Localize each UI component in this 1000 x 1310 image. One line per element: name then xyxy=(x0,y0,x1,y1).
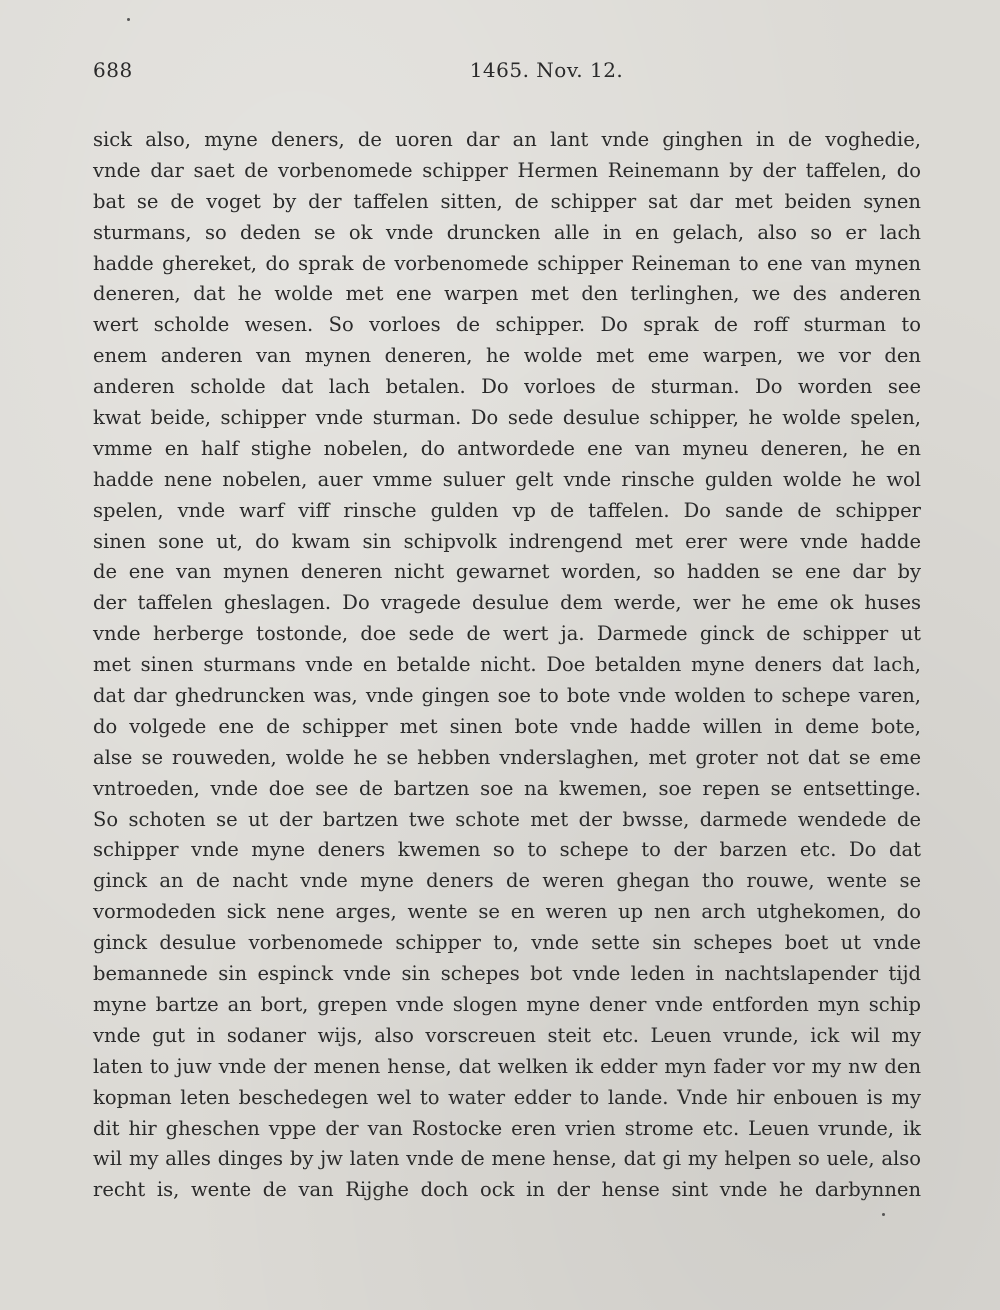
body-text xyxy=(93,125,921,1206)
text-line: deneren, dat he wolde met ene warpen met den terlinghen, we des anderen xyxy=(93,282,921,306)
text-line: vntroeden, vnde doe see de bartzen soe na kwemen, soe repen se entsettinge. xyxy=(93,776,921,800)
text-line: bemannede sin espinck vnde sin schepes bot vnde leden in nachtslapender tijd xyxy=(93,962,921,986)
text-line: recht is, wente de van Rijghe doch ock in der hense sint vnde he darbynnen xyxy=(93,1178,921,1202)
text-line: met sinen sturmans vnde en betalde nicht. Doe betalden myne deners dat lach, xyxy=(93,653,921,677)
text-line: hadde ghereket, do sprak de vorbenomede schipper Reineman to ene van mynen xyxy=(93,251,921,275)
text-line: anderen scholde dat lach betalen. Do vorloes de sturman. Do worden see xyxy=(93,375,921,399)
text-line: ginck an de nacht vnde myne deners de weren ghegan tho rouwe, wente se xyxy=(93,869,921,893)
text-line: vmme en half stighe nobelen, do antwordede ene van myneu deneren, he en xyxy=(93,436,921,460)
text-line: dit hir gheschen vppe der van Rostocke eren vrien strome etc. Leuen vrunde, ik xyxy=(93,1116,921,1140)
text-line: de ene van mynen deneren nicht gewarnet worden, so hadden se ene dar by xyxy=(93,560,921,584)
text-line: sturmans, so deden se ok vnde druncken alle in en gelach, also so er lach xyxy=(93,220,921,244)
text-line: myne bartze an bort, grepen vnde slogen myne dener vnde entforden myn schip xyxy=(93,992,921,1016)
text-line: hadde nene nobelen, auer vmme suluer gelt vnde rinsche gulden wolde he wol xyxy=(93,467,921,491)
paper-speck xyxy=(127,18,130,21)
paper-speck xyxy=(882,1213,885,1216)
running-head: 1465. Nov. 12. xyxy=(469,58,624,82)
text-line: spelen, vnde warf viff rinsche gulden vp de taffelen. Do sande de schipper xyxy=(93,498,921,522)
text-line: bat se de voget by der taffelen sitten, de schipper sat dar met beiden synen xyxy=(93,189,921,213)
text-line: sinen sone ut, do kwam sin schipvolk indrengend met erer were vnde hadde xyxy=(93,529,921,553)
text-line: kwat beide, schipper vnde sturman. Do sede desulue schipper, he wolde spelen, xyxy=(93,406,921,430)
text-line: So schoten se ut der bartzen twe schote met der bwsse, darmede wendede de xyxy=(93,807,921,831)
page-number: 688 xyxy=(93,58,133,82)
text-line: dat dar ghedruncken was, vnde gingen soe to bote vnde wolden to schepe varen, xyxy=(93,684,921,708)
text-line: ginck desulue vorbenomede schipper to, vnde sette sin schepes boet ut vnde xyxy=(93,931,921,955)
text-line: wert scholde wesen. So vorloes de schipper. Do sprak de roff sturman to xyxy=(93,313,921,337)
text-line: wil my alles dinges by jw laten vnde de mene hense, dat gi my helpen so uele, also xyxy=(93,1147,921,1171)
text-line: vnde herberge tostonde, doe sede de wert ja. Darmede ginck de schipper ut xyxy=(93,622,921,646)
text-line: der taffelen gheslagen. Do vragede desulue dem werde, wer he eme ok huses xyxy=(93,591,921,615)
text-line: schipper vnde myne deners kwemen so to schepe to der barzen etc. Do dat xyxy=(93,838,921,862)
text-line: vnde dar saet de vorbenomede schipper Hermen Reinemann by der taffelen, do xyxy=(93,158,921,182)
text-line: do volgede ene de schipper met sinen bote vnde hadde willen in deme bote, xyxy=(93,714,921,738)
text-line: enem anderen van mynen deneren, he wolde met eme warpen, we vor den xyxy=(93,344,921,368)
text-line: laten to juw vnde der menen hense, dat welken ik edder myn fader vor my nw den xyxy=(93,1054,921,1078)
text-line: sick also, myne deners, de uoren dar an lant vnde ginghen in de voghedie, xyxy=(93,128,921,151)
text-line: vormodeden sick nene arges, wente se en weren up nen arch utghekomen, do xyxy=(93,900,921,924)
text-line: kopman leten beschedegen wel to water edder to lande. Vnde hir enbouen is my xyxy=(93,1085,921,1109)
page-header xyxy=(93,58,920,90)
text-line: vnde gut in sodaner wijs, also vorscreuen steit etc. Leuen vrunde, ick wil my xyxy=(93,1023,921,1047)
text-line: alse se rouweden, wolde he se hebben vnderslaghen, met groter not dat se eme xyxy=(93,745,921,769)
